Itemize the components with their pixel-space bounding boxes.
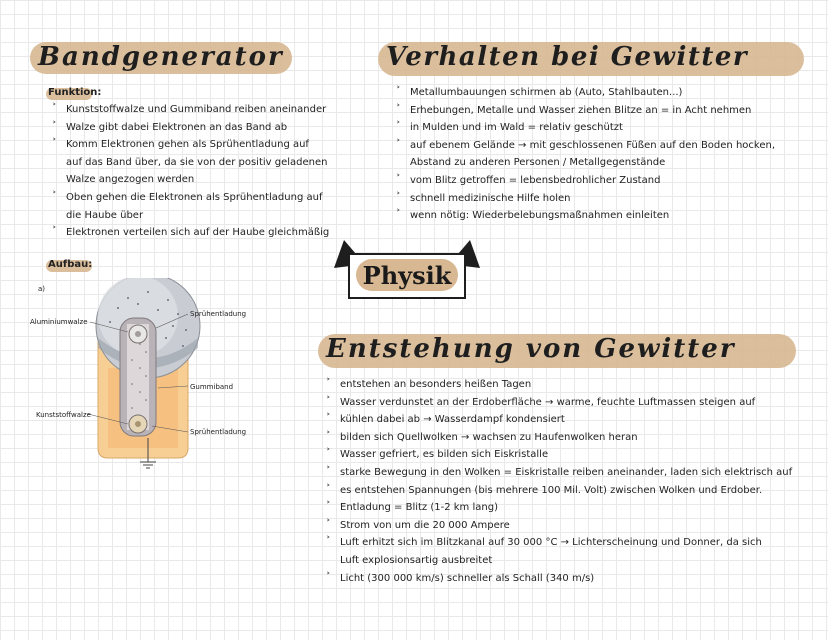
bullet-icon: ˃ <box>326 395 331 406</box>
list-item-text: kühlen dabei ab → Wasserdampf kondensiert <box>340 414 565 426</box>
list-item <box>52 101 329 119</box>
bullet-icon: ˃ <box>396 191 401 202</box>
list-item-text: Komm Elektronen gehen als Sprühentladung auf <box>66 139 309 151</box>
list-item-text: wenn nötig: Wiederbelebungsmaßnahmen einleiten <box>410 210 670 222</box>
label-plastic-roller: Kunststoffwalze <box>36 411 91 419</box>
list-item-text: auf das Band über, da sie von der positiv geladenen <box>66 156 328 168</box>
list-item <box>326 411 792 429</box>
diagram-panel-label: a) <box>38 285 46 293</box>
list-item-text: Abstand zu anderen Personen / Metallgegenstände <box>410 157 666 169</box>
list-item-text: bilden sich Quellwolken → wachsen zu Haufenwolken heran <box>340 431 638 443</box>
list-item <box>396 102 775 120</box>
list-item <box>396 190 775 208</box>
list-item-text: Licht (300 000 km/s) schneller als Schall (340 m/s) <box>340 572 595 584</box>
bullet-icon: ˃ <box>52 103 57 113</box>
list-item <box>52 154 329 172</box>
bullet-icon: ˃ <box>52 226 57 237</box>
list-item-text: Metallumbauungen schirmen ab (Auto, Stahlbauten...) <box>410 87 683 98</box>
list-item-text: die Haube über <box>66 209 144 221</box>
list-item <box>326 517 792 535</box>
list-item <box>52 171 329 189</box>
list-item-text: Wasser gefriert, es bilden sich Eiskristalle <box>340 449 549 461</box>
list-item <box>52 136 329 154</box>
list-item <box>52 207 329 225</box>
list-item <box>326 394 792 412</box>
list-item <box>396 119 775 137</box>
list-item <box>326 446 792 464</box>
list-item-text: Erhebungen, Metalle und Wasser ziehen Blitze an = in Acht nehmen <box>410 104 752 116</box>
bullet-icon: ˃ <box>326 413 331 424</box>
list-item <box>326 552 792 570</box>
list-item-text: vom Blitz getroffen = lebensbedrohlicher Zustand <box>410 174 661 186</box>
list-item-text: Walze angezogen werden <box>66 174 195 186</box>
list-item-text: starke Bewegung in den Wolken = Eiskristalle reiben aneinander, laden sich elektrisch auf <box>340 466 793 478</box>
heading-structure: Aufbau: <box>48 259 93 270</box>
list-item-text: Luft explosionsartig ausbreitet <box>340 554 493 566</box>
list-item <box>396 207 775 225</box>
bullet-icon: ˃ <box>52 120 57 131</box>
list-item <box>326 534 792 552</box>
function-list <box>52 101 329 242</box>
title-behavior-thunderstorm: Verhalten bei Gewitter <box>386 42 749 72</box>
list-item-text: Elektronen verteilen sich auf der Haube gleichmäßig <box>66 227 330 239</box>
list-item <box>52 224 329 242</box>
origin-list <box>326 376 792 587</box>
list-item <box>326 464 792 482</box>
list-item-text: Luft erhitzt sich im Blitzkanal auf 30 000 °C → Lichterscheinung und Donner, da sich <box>340 537 762 549</box>
bullet-icon: ˃ <box>326 536 331 547</box>
heading-function: Funktion: <box>48 87 102 98</box>
list-item <box>326 570 792 588</box>
list-item <box>52 189 329 207</box>
bullet-icon: ˃ <box>326 465 331 476</box>
list-item <box>396 84 775 102</box>
bullet-icon: ˃ <box>396 103 401 114</box>
label-rubber-band: Gummiband <box>190 383 234 391</box>
list-item <box>396 172 775 190</box>
list-item-text: es entstehen Spannungen (bis mehrere 100 Mil. Volt) zwischen Wolken und Erdober. <box>340 484 763 496</box>
bullet-icon: ˃ <box>326 501 331 512</box>
band-generator-diagram <box>28 278 260 482</box>
title-bandgenerator: Bandgenerator <box>38 42 284 72</box>
list-item <box>396 154 775 172</box>
bullet-icon: ˃ <box>396 86 401 96</box>
bullet-icon: ˃ <box>396 209 401 220</box>
label-aluminum-roller: Aluminiumwalze <box>30 318 88 326</box>
subject-badge: Physik <box>362 261 452 290</box>
list-item <box>326 482 792 500</box>
bullet-icon: ˃ <box>52 138 57 149</box>
list-item-text: Kunststoffwalze und Gummiband reiben aneinander <box>66 104 327 115</box>
list-item <box>396 137 775 155</box>
list-item-text: Wasser verdunstet an der Erdoberfläche → warme, feuchte Luftmassen steigen auf <box>340 396 756 408</box>
list-item <box>326 429 792 447</box>
bullet-icon: ˃ <box>326 518 331 529</box>
bullet-icon: ˃ <box>396 138 401 149</box>
band-generator-illustration <box>28 278 260 478</box>
bullet-icon: ˃ <box>326 430 331 441</box>
behavior-list <box>396 84 775 225</box>
bullet-icon: ˃ <box>396 173 401 184</box>
bullet-icon: ˃ <box>396 121 401 132</box>
list-item-text: Oben gehen die Elektronen als Sprühentladung auf <box>66 191 323 203</box>
list-item-text: schnell medizinische Hilfe holen <box>410 192 571 204</box>
label-spray-discharge-top: Sprühentladung <box>190 310 247 318</box>
list-item-text: Strom von um die 20 000 Ampere <box>340 519 510 531</box>
bullet-icon: ˃ <box>326 571 331 582</box>
list-item <box>326 376 792 394</box>
bullet-icon: ˃ <box>326 378 331 388</box>
bullet-icon: ˃ <box>326 448 331 459</box>
list-item-text: Entladung = Blitz (1-2 km lang) <box>340 502 498 514</box>
list-item <box>326 499 792 517</box>
list-item-text: auf ebenem Gelände → mit geschlossenen Füßen auf den Boden hocken, <box>410 139 775 151</box>
bullet-icon: ˃ <box>52 190 57 201</box>
list-item-text: Walze gibt dabei Elektronen an das Band ab <box>66 121 288 133</box>
title-origin-thunderstorm: Entstehung von Gewitter <box>326 334 736 364</box>
list-item-text: entstehen an besonders heißen Tagen <box>340 379 532 390</box>
list-item-text: in Mulden und im Wald = relativ geschützt <box>410 122 623 134</box>
bullet-icon: ˃ <box>326 483 331 494</box>
list-item <box>52 119 329 137</box>
label-spray-discharge-bottom: Sprühentladung <box>190 428 247 436</box>
